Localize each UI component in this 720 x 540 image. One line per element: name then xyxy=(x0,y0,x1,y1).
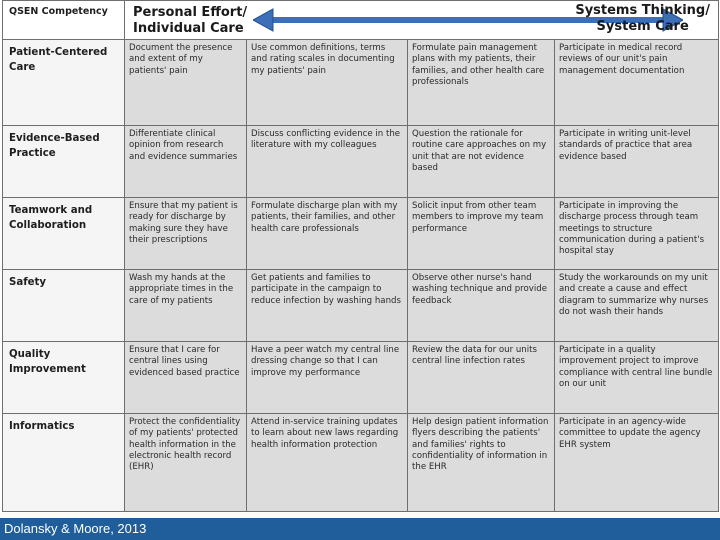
table-cell: Help design patient information flyers describing the patients' and families' rights to confidentiality of information in the EHR xyxy=(408,414,555,512)
table-cell: Participate in a quality improvement project to improve compliance with central line bundle on our unit xyxy=(555,342,719,414)
table-cell: Observe other nurse's hand washing technique and provide feedback xyxy=(408,270,555,342)
table-cell: Wash my hands at the appropriate times in the care of my patients xyxy=(125,270,247,342)
table-cell: Formulate discharge plan with my patients, their families, and other health care professionals xyxy=(247,198,408,270)
table-cell: Document the presence and extent of my patients' pain xyxy=(125,40,247,126)
table-row xyxy=(3,270,719,342)
table-cell: Solicit input from other team members to improve my team performance xyxy=(408,198,555,270)
personal-effort-label-line2: Individual Care xyxy=(133,21,244,36)
qsen-header-cell xyxy=(3,1,125,40)
footer-bar xyxy=(0,518,720,540)
systems-thinking-label xyxy=(575,3,710,35)
citation-text: Dolansky & Moore, 2013 xyxy=(4,521,147,536)
qsen-header-label: QSEN Competency xyxy=(9,6,108,17)
table-row xyxy=(3,198,719,270)
qsen-competency-table-sheet xyxy=(2,0,718,518)
systems-thinking-label-line1: Systems Thinking/ xyxy=(575,3,710,18)
table-cell: Attend in-service training updates to learn about new laws regarding health information protection xyxy=(247,414,408,512)
table-cell: Participate in medical record reviews of our unit's pain management documentation xyxy=(555,40,719,126)
competency-label: Teamwork and Collaboration xyxy=(3,198,125,270)
table-cell: Ensure that my patient is ready for discharge by making sure they have their prescriptions xyxy=(125,198,247,270)
table-cell: Differentiate clinical opinion from research and evidence summaries xyxy=(125,126,247,198)
personal-effort-label xyxy=(133,5,247,37)
qsen-competency-table xyxy=(2,0,719,512)
continuum-header-cell xyxy=(125,1,719,40)
table-header-row xyxy=(3,1,719,40)
competency-label: Safety xyxy=(3,270,125,342)
competency-label: Quality Improvement xyxy=(3,342,125,414)
table-cell: Have a peer watch my central line dressing change so that I can improve my performance xyxy=(247,342,408,414)
table-cell: Protect the confidentiality of my patients' protected health information in the electronic health record (EHR) xyxy=(125,414,247,512)
table-row xyxy=(3,126,719,198)
table-row xyxy=(3,40,719,126)
table-cell: Use common definitions, terms and rating scales in documenting my patients' pain xyxy=(247,40,408,126)
competency-label: Evidence-Based Practice xyxy=(3,126,125,198)
table-cell: Review the data for our units central line infection rates xyxy=(408,342,555,414)
competency-label: Informatics xyxy=(3,414,125,512)
table-cell: Participate in improving the discharge process through team meetings to structure communication during a patient's hospital stay xyxy=(555,198,719,270)
competency-label: Patient-Centered Care xyxy=(3,40,125,126)
table-cell: Study the workarounds on my unit and create a cause and effect diagram to summarize why nurses do not wash their hands xyxy=(555,270,719,342)
personal-effort-label-line1: Personal Effort/ xyxy=(133,5,248,20)
table-cell: Question the rationale for routine care approaches on my unit that are not evidence based xyxy=(408,126,555,198)
table-row xyxy=(3,342,719,414)
systems-thinking-label-line2: System Care xyxy=(596,19,689,34)
table-cell: Participate in an agency-wide committee to update the agency EHR system xyxy=(555,414,719,512)
table-cell: Participate in writing unit-level standards of practice that area evidence based xyxy=(555,126,719,198)
table-cell: Discuss conflicting evidence in the literature with my colleagues xyxy=(247,126,408,198)
table-cell: Get patients and families to participate in the campaign to reduce infection by washing hands xyxy=(247,270,408,342)
table-cell: Formulate pain management plans with my patients, their families, and other health care professionals xyxy=(408,40,555,126)
table-cell: Ensure that I care for central lines using evidenced based practice xyxy=(125,342,247,414)
table-row xyxy=(3,414,719,512)
